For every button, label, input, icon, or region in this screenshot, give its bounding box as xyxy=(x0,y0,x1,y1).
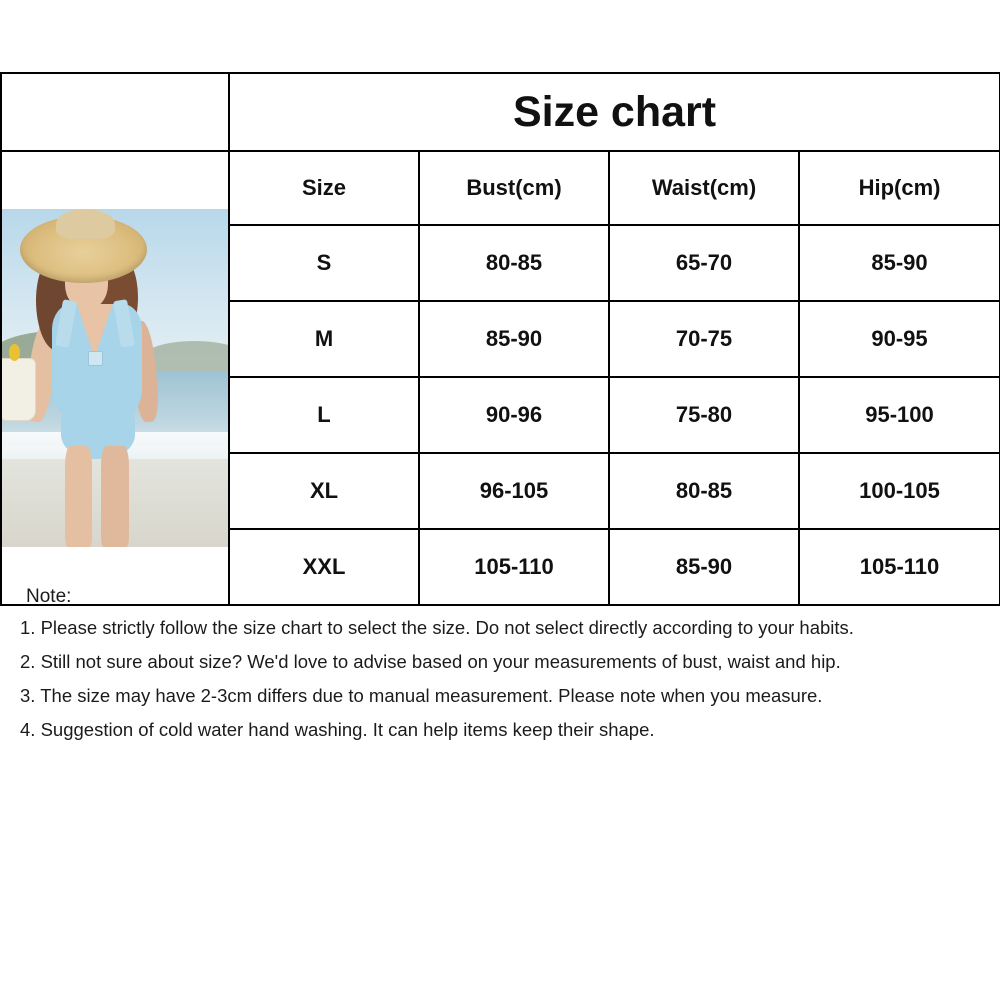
note-item-2: 2. Still not sure about size? We'd love to advise based on your measurements of bust, waist and hip. xyxy=(20,650,841,672)
model-hat-crown xyxy=(56,209,115,239)
header-size: Size xyxy=(229,151,419,225)
cell-bust: 96-105 xyxy=(419,453,609,529)
table-title-row xyxy=(1,73,1000,151)
model-right-leg xyxy=(101,446,128,547)
cell-bust: 80-85 xyxy=(419,225,609,301)
cell-waist: 70-75 xyxy=(609,301,799,377)
cell-hip: 90-95 xyxy=(799,301,1000,377)
cell-size: L xyxy=(229,377,419,453)
corner-blank-cell xyxy=(1,73,229,151)
model-left-leg xyxy=(65,446,92,547)
beach-basket xyxy=(2,358,36,421)
cell-bust: 85-90 xyxy=(419,301,609,377)
cell-waist: 65-70 xyxy=(609,225,799,301)
size-chart-block xyxy=(0,72,999,606)
cell-size: M xyxy=(229,301,419,377)
chart-title: Size chart xyxy=(229,73,1000,151)
cell-size: S xyxy=(229,225,419,301)
product-photo xyxy=(2,209,228,547)
product-photo-cell xyxy=(1,151,229,605)
header-bust: Bust(cm) xyxy=(419,151,609,225)
swimsuit-buckle xyxy=(88,351,104,367)
note-item-1: 1. Please strictly follow the size chart to select the size. Do not select directly according to your habits. xyxy=(20,617,854,638)
cell-size: XXL xyxy=(229,529,419,605)
size-chart-table xyxy=(0,72,1000,606)
cell-hip: 100-105 xyxy=(799,453,1000,529)
cell-bust: 90-96 xyxy=(419,377,609,453)
notes-heading: Note: xyxy=(26,586,72,607)
cell-bust: 105-110 xyxy=(419,529,609,605)
photo-model xyxy=(2,209,228,547)
header-hip: Hip(cm) xyxy=(799,151,1000,225)
table-header-row xyxy=(1,151,1000,225)
cell-waist: 75-80 xyxy=(609,377,799,453)
basket-accent xyxy=(9,344,20,361)
cell-waist: 80-85 xyxy=(609,453,799,529)
note-item-4: 4. Suggestion of cold water hand washing. It can help items keep their shape. xyxy=(20,718,655,740)
cell-hip: 95-100 xyxy=(799,377,1000,453)
notes-section xyxy=(0,586,1000,752)
cell-hip: 105-110 xyxy=(799,529,1000,605)
header-waist: Waist(cm) xyxy=(609,151,799,225)
cell-hip: 85-90 xyxy=(799,225,1000,301)
cell-size: XL xyxy=(229,453,419,529)
cell-waist: 85-90 xyxy=(609,529,799,605)
note-item-3: 3. The size may have 2-3cm differs due to manual measurement. Please note when you measure. xyxy=(20,684,823,706)
